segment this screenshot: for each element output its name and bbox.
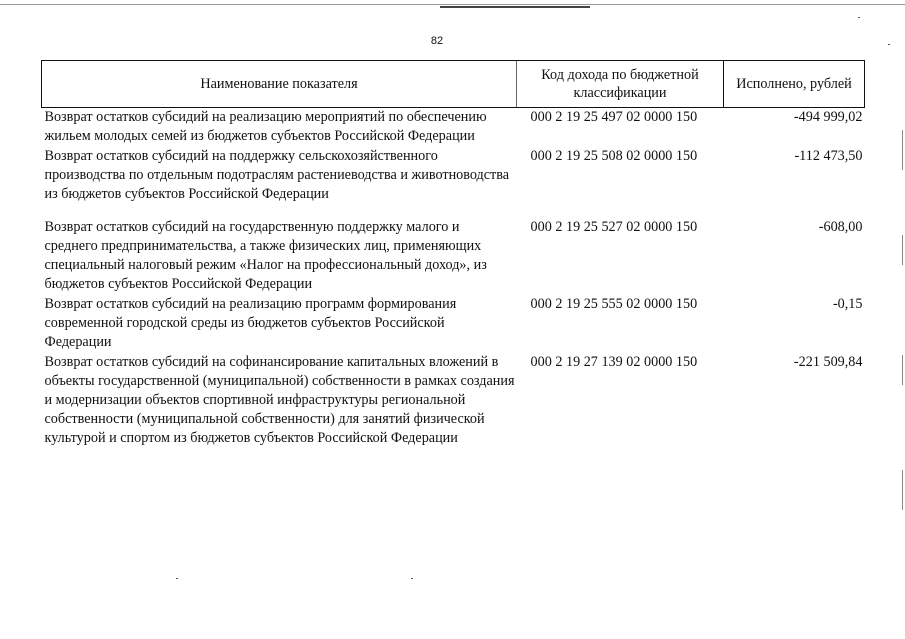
scan-artifact-dot	[411, 578, 413, 579]
row-executed-amount: -112 473,50	[794, 148, 863, 164]
table-row	[42, 353, 865, 449]
row-executed-amount: -221 509,84	[793, 354, 863, 370]
row-income-code: 000 2 19 27 139 02 0000 150	[530, 354, 698, 370]
row-executed-amount: -494 999,02	[793, 109, 863, 125]
row-income-code: 000 2 19 25 497 02 0000 150	[530, 109, 698, 125]
header-income-code: Код дохода по бюджетной классификации	[517, 61, 724, 108]
header-indicator-name: Наименование показателя	[42, 61, 517, 108]
table-row	[42, 205, 865, 295]
row-income-code: 000 2 19 25 508 02 0000 150	[530, 148, 698, 164]
report-table	[41, 60, 865, 449]
table-row	[42, 147, 865, 205]
page-number: 82	[430, 35, 444, 47]
scan-artifact-top-mark	[440, 6, 590, 8]
scan-artifact-top-line	[0, 4, 905, 5]
row-indicator-name: Возврат остатков субсидий на реализацию мероприятий по обеспечению жильем молодых семей из бюджетов субъектов Российской Федерации	[44, 109, 487, 144]
row-indicator-name: Возврат остатков субсидий на поддержку сельскохозяйственного производства по отдельным подотраслям растениеводства и животноводства из бюджетов субъектов Российской Федерации	[44, 148, 510, 202]
row-indicator-name: Возврат остатков субсидий на реализацию программ формирования современной городской среды из бюджетов субъектов Российской Федерации	[44, 296, 457, 350]
scan-artifact-dot	[176, 578, 178, 579]
row-indicator-name: Возврат остатков субсидий на государственную поддержку малого и среднего предпринимательства, а также физических лиц, применяющих специальный налоговый режим «Налог на профессиональный доход», из бюджетов субъектов Российской Федерации	[44, 219, 487, 292]
table-header-row	[42, 61, 865, 108]
row-income-code: 000 2 19 25 555 02 0000 150	[530, 296, 698, 312]
header-executed-amount: Исполнено, рублей	[724, 61, 865, 108]
scan-artifact-right-edge	[902, 355, 903, 385]
row-executed-amount: -0,15	[832, 296, 863, 312]
table-row	[42, 295, 865, 353]
scan-artifact-dot	[888, 44, 890, 45]
scan-artifact-right-edge	[902, 470, 903, 510]
scan-artifact-dot	[858, 17, 860, 18]
row-income-code: 000 2 19 25 527 02 0000 150	[530, 219, 698, 235]
table-row	[42, 108, 865, 148]
scan-artifact-right-edge	[902, 130, 903, 170]
row-indicator-name: Возврат остатков субсидий на софинансирование капитальных вложений в объекты государственной (муниципальной) собственности в рамках создания и модернизации объектов спортивной инфраструктуры региональной собственности (муниципальной собственности) для занятий физической культурой и спортом из бюджетов субъектов Российской Федерации	[44, 354, 515, 446]
scan-artifact-right-edge	[902, 235, 903, 265]
row-executed-amount: -608,00	[818, 219, 863, 235]
